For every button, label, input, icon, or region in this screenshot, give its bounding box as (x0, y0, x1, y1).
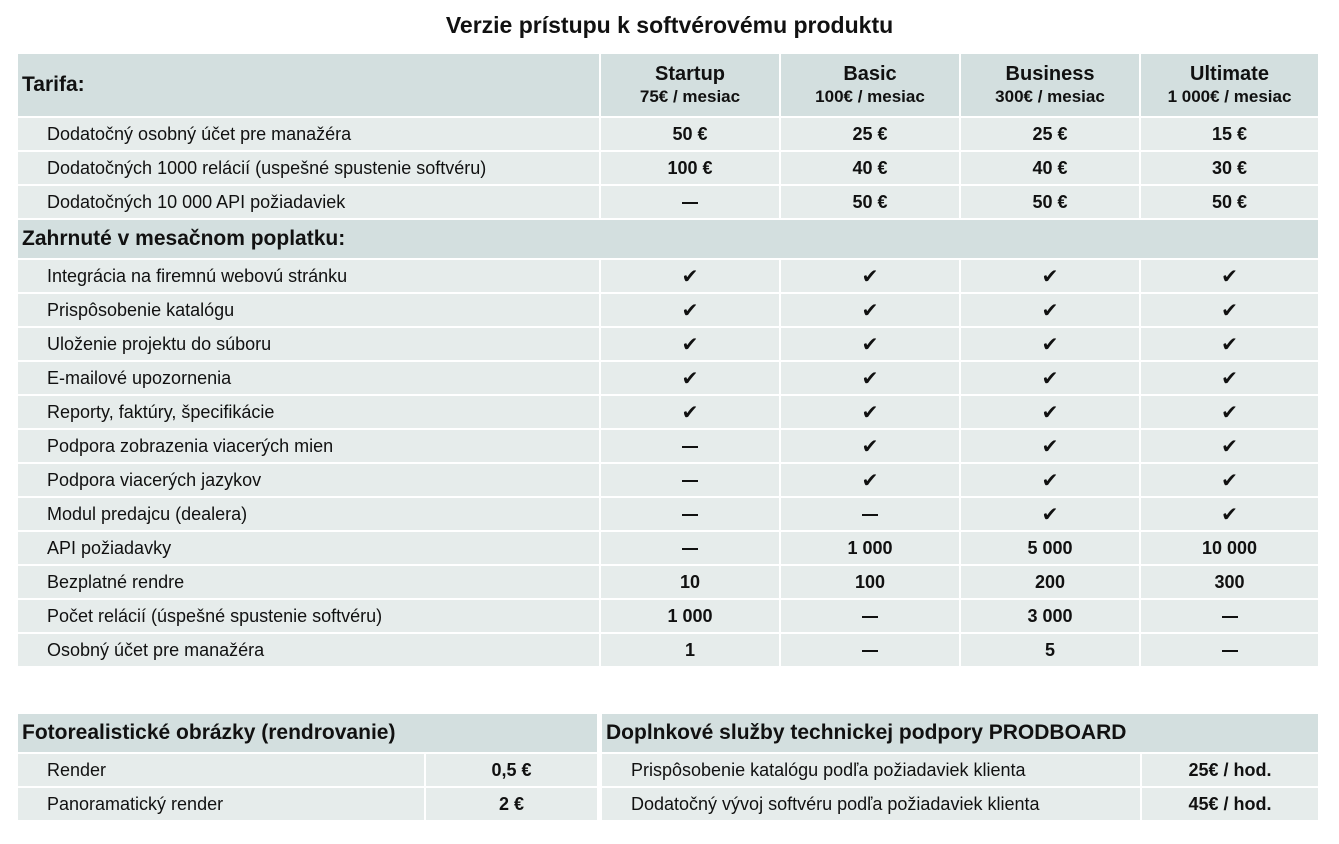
check-mark: ✔ (1221, 333, 1238, 356)
value-cell: 10 000 (1140, 531, 1319, 565)
check-icon (1140, 463, 1319, 497)
plan-name: Startup (655, 63, 725, 85)
check-icon (780, 361, 960, 395)
row-label: E-mailové upozornenia (18, 361, 600, 395)
not-available-dash (1140, 633, 1319, 667)
value-cell: 3 000 (960, 599, 1140, 633)
row-label: Render (18, 753, 425, 787)
table-row (18, 787, 598, 821)
not-available-dash (600, 429, 780, 463)
plan-header-ultimate (1140, 54, 1319, 117)
value-cell: 25 € (780, 117, 960, 151)
plan-price: 100€ / mesiac (815, 87, 925, 106)
dash-icon (862, 650, 878, 652)
support-services-table (602, 714, 1320, 822)
row-value: 0,5 € (425, 753, 598, 787)
check-mark: ✔ (1041, 333, 1059, 356)
plan-price: 300€ / mesiac (995, 87, 1105, 106)
check-mark: ✔ (1221, 469, 1238, 492)
check-icon (600, 395, 780, 429)
value-cell: 50 € (780, 185, 960, 219)
value-cell: 300 (1140, 565, 1319, 599)
row-value: 25€ / hod. (1141, 753, 1319, 787)
check-mark: ✔ (681, 367, 699, 390)
check-mark: ✔ (861, 367, 879, 390)
check-mark: ✔ (1041, 435, 1059, 458)
value-cell: 25 € (960, 117, 1140, 151)
not-available-dash (780, 497, 960, 531)
row-label: Prispôsobenie katalógu podľa požiadaviek klienta (602, 753, 1141, 787)
table-row (602, 787, 1319, 821)
table-row (18, 327, 1319, 361)
table-row (18, 497, 1319, 531)
check-mark: ✔ (681, 299, 699, 322)
check-mark: ✔ (1221, 299, 1238, 322)
check-mark: ✔ (1041, 367, 1059, 390)
dash-icon (862, 616, 878, 618)
not-available-dash (780, 633, 960, 667)
check-icon (960, 327, 1140, 361)
check-icon (960, 259, 1140, 293)
table-row (18, 259, 1319, 293)
dash-icon (682, 548, 698, 550)
table-row (18, 151, 1319, 185)
check-mark: ✔ (861, 265, 879, 288)
row-label: Podpora zobrazenia viacerých mien (18, 429, 600, 463)
check-mark: ✔ (1221, 503, 1238, 526)
check-mark: ✔ (1041, 469, 1059, 492)
dash-icon (1222, 650, 1238, 652)
check-icon (960, 429, 1140, 463)
not-available-dash (780, 599, 960, 633)
check-icon (960, 497, 1140, 531)
table-row (18, 429, 1319, 463)
tariff-label: Tarifa: (18, 54, 600, 117)
table-row (18, 463, 1319, 497)
check-mark: ✔ (1041, 503, 1059, 526)
value-cell: 40 € (780, 151, 960, 185)
dash-icon (682, 446, 698, 448)
value-cell: 30 € (1140, 151, 1319, 185)
check-icon (780, 463, 960, 497)
check-mark: ✔ (1041, 265, 1059, 288)
plan-header-startup (600, 54, 780, 117)
plan-header-business (960, 54, 1140, 117)
row-label: Panoramatický render (18, 787, 425, 821)
row-label: Prispôsobenie katalógu (18, 293, 600, 327)
dash-icon (1222, 616, 1238, 618)
plan-name: Basic (843, 63, 897, 85)
value-cell: 100 € (600, 151, 780, 185)
check-icon (1140, 395, 1319, 429)
render-pricing-table (18, 714, 599, 822)
value-cell: 50 € (1140, 185, 1319, 219)
value-cell: 1 000 (600, 599, 780, 633)
table-row (18, 395, 1319, 429)
row-label: Uloženie projektu do súboru (18, 327, 600, 361)
not-available-dash (1140, 599, 1319, 633)
check-icon (780, 395, 960, 429)
row-label: Dodatočných 10 000 API požiadaviek (18, 185, 600, 219)
row-label: Počet relácií (úspešné spustenie softvéru) (18, 599, 600, 633)
row-label: Dodatočných 1000 relácií (uspešné spustenie softvéru) (18, 151, 600, 185)
row-label: Dodatočný osobný účet pre manažéra (18, 117, 600, 151)
row-label: Dodatočný vývoj softvéru podľa požiadaviek klienta (602, 787, 1141, 821)
table-row (18, 361, 1319, 395)
dash-icon (862, 514, 878, 516)
row-value: 2 € (425, 787, 598, 821)
check-icon (1140, 497, 1319, 531)
page-title: Verzie prístupu k softvérovému produktu (445, 12, 894, 38)
table-row (18, 633, 1319, 667)
not-available-dash (600, 497, 780, 531)
check-mark: ✔ (861, 299, 879, 322)
check-icon (960, 395, 1140, 429)
dash-icon (682, 514, 698, 516)
row-label: API požiadavky (18, 531, 600, 565)
value-cell: 10 (600, 565, 780, 599)
check-mark: ✔ (681, 401, 699, 424)
table-row (18, 185, 1319, 219)
row-label: Modul predajcu (dealera) (18, 497, 600, 531)
check-icon (780, 327, 960, 361)
check-icon (600, 361, 780, 395)
row-label: Podpora viacerých jazykov (18, 463, 600, 497)
value-cell: 5 (960, 633, 1140, 667)
table-row (18, 531, 1319, 565)
render-section-header (18, 714, 598, 753)
value-cell: 1 (600, 633, 780, 667)
check-mark: ✔ (861, 435, 879, 458)
row-label: Reporty, faktúry, špecifikácie (18, 395, 600, 429)
value-cell: 50 € (960, 185, 1140, 219)
value-cell: 15 € (1140, 117, 1319, 151)
row-label: Integrácia na firemnú webovú stránku (18, 259, 600, 293)
check-mark: ✔ (1041, 401, 1059, 424)
row-value: 45€ / hod. (1141, 787, 1319, 821)
table-row (18, 293, 1319, 327)
check-mark: ✔ (681, 333, 699, 356)
dash-icon (682, 202, 698, 204)
included-section-label: Zahrnuté v mesačnom poplatku: (18, 219, 1319, 259)
check-icon (600, 259, 780, 293)
included-section-header (18, 219, 1319, 259)
render-section-title: Fotorealistické obrázky (rendrovanie) (18, 714, 598, 753)
value-cell: 50 € (600, 117, 780, 151)
check-icon (1140, 361, 1319, 395)
check-icon (600, 327, 780, 361)
table-row (602, 753, 1319, 787)
check-mark: ✔ (1221, 435, 1238, 458)
check-icon (780, 429, 960, 463)
not-available-dash (600, 185, 780, 219)
check-icon (960, 361, 1140, 395)
value-cell: 40 € (960, 151, 1140, 185)
dash-icon (682, 480, 698, 482)
check-mark: ✔ (861, 401, 879, 424)
support-section-header (602, 714, 1319, 753)
pricing-table (18, 54, 1320, 668)
table-row (18, 565, 1319, 599)
check-icon (600, 293, 780, 327)
value-cell: 5 000 (960, 531, 1140, 565)
check-icon (780, 259, 960, 293)
table-row (18, 753, 598, 787)
plan-name: Business (1005, 63, 1095, 85)
not-available-dash (600, 531, 780, 565)
check-icon (960, 463, 1140, 497)
not-available-dash (600, 463, 780, 497)
plan-price: 1 000€ / mesiac (1167, 87, 1292, 106)
check-icon (960, 293, 1140, 327)
table-row (18, 599, 1319, 633)
check-icon (1140, 259, 1319, 293)
support-section-title: Doplnkové služby technickej podpory PRODBOARD (602, 714, 1319, 753)
value-cell: 200 (960, 565, 1140, 599)
plans-header-row (18, 54, 1319, 117)
value-cell: 100 (780, 565, 960, 599)
check-mark: ✔ (1221, 401, 1238, 424)
check-mark: ✔ (681, 265, 699, 288)
check-mark: ✔ (861, 333, 879, 356)
check-mark: ✔ (1221, 367, 1238, 390)
check-icon (1140, 429, 1319, 463)
check-mark: ✔ (861, 469, 879, 492)
value-cell: 1 000 (780, 531, 960, 565)
row-label: Bezplatné rendre (18, 565, 600, 599)
row-label: Osobný účet pre manažéra (18, 633, 600, 667)
check-mark: ✔ (1221, 265, 1238, 288)
table-row (18, 117, 1319, 151)
plan-name: Ultimate (1190, 63, 1269, 85)
check-icon (1140, 327, 1319, 361)
plan-price: 75€ / mesiac (639, 87, 741, 106)
plan-header-basic (780, 54, 960, 117)
check-icon (1140, 293, 1319, 327)
check-icon (780, 293, 960, 327)
check-mark: ✔ (1041, 299, 1059, 322)
